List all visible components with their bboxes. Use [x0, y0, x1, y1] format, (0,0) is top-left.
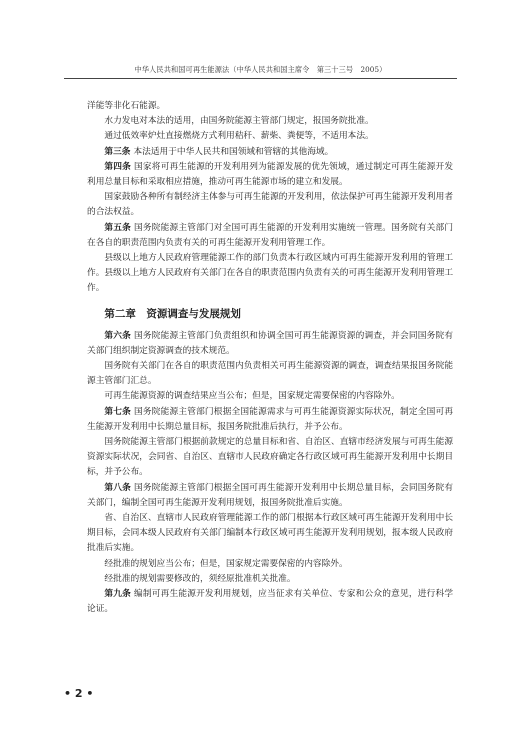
- paragraph: [87, 587, 453, 617]
- article-number: 第五条: [104, 222, 131, 233]
- paragraph-text: 国家鼓励各种所有制经济主体参与可再生能源的开发利用，依法保护可再生能源开发利用者的合法权益。: [87, 192, 453, 218]
- paragraph: [87, 114, 453, 129]
- paragraph: [87, 329, 453, 359]
- paragraph-text: 本法适用于中华人民共和国领域和管辖的其他海域。: [133, 146, 334, 157]
- paragraph: [87, 511, 453, 557]
- article-number: 第六条: [104, 330, 131, 341]
- paragraph-text: 洋能等非化石能源。: [87, 101, 166, 111]
- paragraph-text: 国务院能源主管部门对全国可再生能源的开发利用实施统一管理。国务院有关部门在各自的职责范围内负责有关的可再生能源开发利用管理工作。: [87, 222, 454, 248]
- paragraph-text: 国务院能源主管部门负责组织和协调全国可再生能源资源的调查，并会同国务院有关部门组织制定资源调查的技术规范。: [87, 330, 454, 356]
- paragraph: [87, 359, 453, 389]
- paragraph-text: 水力发电对本法的适用，由国务院能源主管部门规定，报国务院批准。: [104, 116, 374, 127]
- paragraph: [87, 572, 453, 587]
- paragraph-text: 省、自治区、直辖市人民政府管理能源工作的部门根据本行政区域可再生能源开发利用中长期目标，会同本级人民政府有关部门编制本行政区域可再生能源开发利用规划，报本级人民政府批准后实施。: [87, 513, 453, 554]
- paragraph: [87, 481, 453, 511]
- paragraph-text: 经批准的规划应当公布；但是，国家规定需要保密的内容除外。: [104, 558, 348, 569]
- paragraph-text: 国务院能源主管部门根据全国可再生能源开发利用中长期总量目标，会同国务院有关部门，编制全国可再生能源开发利用规划，报国务院批准后实施。: [87, 482, 454, 508]
- article-number: 第四条: [104, 161, 131, 172]
- paragraph-text: 通过低效率炉灶直接燃烧方式利用秸秆、薪柴、粪便等，不适用本法。: [104, 131, 374, 142]
- paragraph: [87, 190, 453, 220]
- paragraph-text: 可再生能源资源的调查结果应当公布；但是，国家规定需要保密的内容除外。: [104, 391, 400, 402]
- paragraph-text: 县级以上地方人民政府管理能源工作的部门负责本行政区域内可再生能源开发利用的管理工作。县级以上地方人民政府有关部门在各自的职责范围内负责有关的可再生能源开发利用管理工作。: [87, 253, 453, 294]
- article-number: 第九条: [104, 589, 131, 600]
- header-divider: [64, 78, 457, 79]
- paragraph-text: 编制可再生能源开发利用规划，应当征求有关单位、专家和公众的意见，进行科学论证。: [87, 589, 454, 615]
- paragraph: [87, 557, 453, 572]
- paragraph-text: 国务院有关部门在各自的职责范围内负责相关可再生能源资源的调查，调查结果报国务院能源主管部门汇总。: [87, 361, 453, 387]
- paragraph-text: 国务院能源主管部门根据前款规定的总量目标和省、自治区、直辖市经济发展与可再生能源资源实际状况，会同省、自治区、直辖市人民政府确定各行政区域可再生能源开发利用中长期目标，并予公布。: [87, 437, 453, 478]
- article-number: 第三条: [104, 146, 131, 157]
- paragraph: [87, 160, 453, 190]
- paragraph: [87, 221, 453, 251]
- article-number: 第八条: [104, 482, 131, 493]
- paragraph: [87, 145, 453, 160]
- article-list-top: [87, 99, 453, 297]
- article-number: 第七条: [104, 406, 131, 417]
- document-body: [87, 99, 453, 618]
- paragraph: [87, 389, 453, 404]
- page-number: • 2 •: [64, 687, 94, 700]
- paragraph: [87, 435, 453, 481]
- paragraph: [87, 99, 453, 114]
- paragraph: [87, 251, 453, 297]
- paragraph-text: 国务院能源主管部门根据全国能源需求与可再生能源资源实际状况，制定全国可再生能源开发利用中长期总量目标，报国务院批准后执行，并予公布。: [87, 406, 454, 432]
- article-list-bottom: [87, 329, 453, 618]
- paragraph: [87, 405, 453, 435]
- chapter-title: 第二章 资源调查与发展规划: [104, 307, 241, 320]
- paragraph-text: 国家将可再生能源的开发利用列为能源发展的优先领域，通过制定可再生能源开发利用总量目标和采取相应措施，推动可再生能源市场的建立和发展。: [87, 161, 454, 188]
- paragraph: [87, 129, 453, 144]
- running-header: 中华人民共和国可再生能源法（中华人民共和国主席令 第三十三号 2005）: [134, 65, 387, 74]
- paragraph-text: 经批准的规划需要修改的，须经原批准机关批准。: [104, 573, 296, 584]
